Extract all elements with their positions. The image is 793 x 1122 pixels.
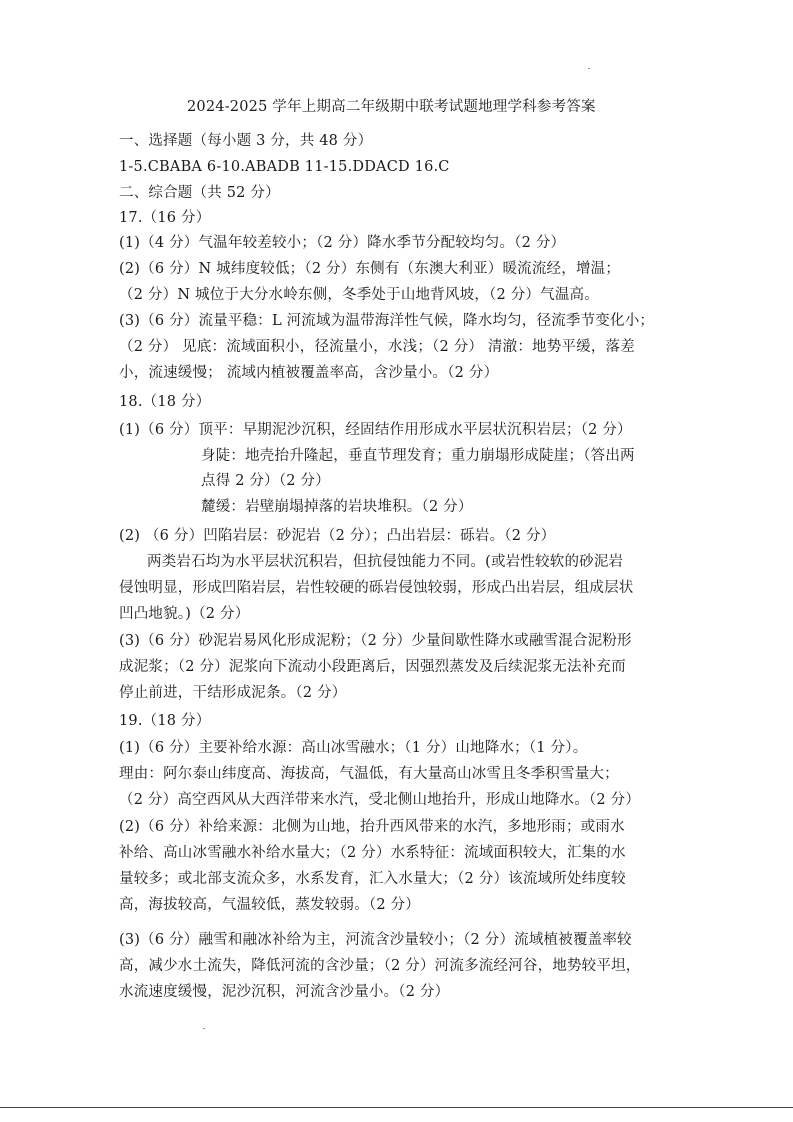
q17-heading: 17.（16 分） [119,210,211,226]
q18-p3-line3: 停止前进，干结形成泥条。（2 分） [119,685,347,701]
q18-p2-line1: (2) （6 分）凹陷岩层：砂泥岩（2 分）；凸出岩层：砾岩。（2 分） [119,528,556,544]
q19-p2-line4: 高，海拔较高，气温较低，蒸发较弱。（2 分） [119,897,420,913]
q17-p3-line1: (3)（6 分）流量平稳：L 河流域为温带海洋性气候，降水均匀，径流季节变化小； [119,313,655,329]
q17-p2-line1: (2)（6 分）N 城纬度较低；（2 分）东侧有（东澳大利亚）暖流流经，增温； [119,261,621,277]
q18-p2-line4: 凹凸地貌。)（2 分） [119,606,250,622]
q18-heading: 18.（18 分） [119,394,211,410]
q19-p1-line1: (1)（6 分）主要补给水源：高山冰雪融水；（1 分）山地降水；（1 分）。 [119,740,588,756]
q18-p1-line2: 身陡：地壳抬升隆起，垂直节理发育；重力崩塌形成陡崖；（答出两 [201,448,635,464]
q17-p3-line3: 小，流速缓慢； 流域内植被覆盖率高，含沙量小。（2 分） [119,365,499,381]
q19-p2-line3: 量较多；或北部支流众多，水系发育，汇入水量大；（2 分）该流域所处纬度较 [119,871,626,887]
section-2-heading: 二、综合题（共 52 分） [119,185,280,201]
q19-p3-line3: 水流速度缓慢，泥沙沉积，河流含沙量小。（2 分） [119,984,450,1000]
q19-heading: 19.（18 分） [119,713,211,729]
page-title: 2024-2025 学年上期高二年级期中联考试题地理学科参考答案 [187,99,596,115]
section-1-heading: 一、选择题（每小题 3 分，共 48 分） [119,133,373,149]
q19-p1-line3: （2 分）高空西风从大西洋带来水汽，受北侧山地抬升，形成山地降水。（2 分） [119,792,641,808]
q19-p2-line2: 补给、高山冰雪融水补给水量大；（2 分）水系特征：流域面积较大，汇集的水 [119,845,626,861]
scan-speck [588,68,590,69]
q19-p2-line1: (2)（6 分）补给来源：北侧为山地，抬升西风带来的水汽，多地形雨；或雨水 [119,819,625,835]
q18-p1-line3: 点得 2 分）（2 分） [201,473,330,489]
q19-p3-line2: 高，减少水土流失，降低河流的含沙量；（2 分）河流多流经河谷，地势较平坦， [119,958,641,974]
mc-answers: 1-5.CBABA 6-10.ABADB 11-15.DDACD 16.C [119,159,450,175]
q17-p1: (1)（4 分）气温年较差较小；（2 分）降水季节分配较均匀。（2 分） [119,235,566,251]
q19-p3-line1: (3)（6 分）融雪和融冰补给为主，河流含沙量较小；（2 分）流域植被覆盖率较 [119,932,632,948]
q18-p3-line2: 成泥浆；（2 分）泥浆向下流动小段距离后，因强烈蒸发及后续泥浆无法补充而 [119,659,626,675]
q18-p2-line2: 两类岩石均为水平层状沉积岩，但抗侵蚀能力不同。(或岩性较软的砂泥岩 [147,554,624,570]
q18-p1-line1: (1)（6 分）顶平：早期泥沙沉积，经固结作用形成水平层状沉积岩层；（2 分） [119,422,632,438]
page-bottom-border [0,1107,793,1108]
q17-p3-line2: （2 分） 见底：流域面积小，径流量小，水浅；（2 分） 清澈：地势平缓，落差 [119,339,635,355]
q18-p2-line3: 侵蚀明显，形成凹陷岩层，岩性较硬的砾岩侵蚀较弱，形成凸出岩层，组成层状 [119,580,634,596]
scan-speck [203,1028,205,1029]
q18-p1-line4: 麓缓：岩壁崩塌掉落的岩块堆积。（2 分） [201,499,473,515]
q18-p3-line1: (3)（6 分）砂泥岩易风化形成泥粉；（2 分）少量间歇性降水或融雪混合泥粉形 [119,633,632,649]
q19-p1-line2: 理由：阿尔泰山纬度高、海拔高，气温低，有大量高山冰雪且冬季积雪量大； [119,766,619,782]
q17-p2-line2: （2 分）N 城位于大分水岭东侧，冬季处于山地背风坡，（2 分）气温高。 [119,287,599,303]
